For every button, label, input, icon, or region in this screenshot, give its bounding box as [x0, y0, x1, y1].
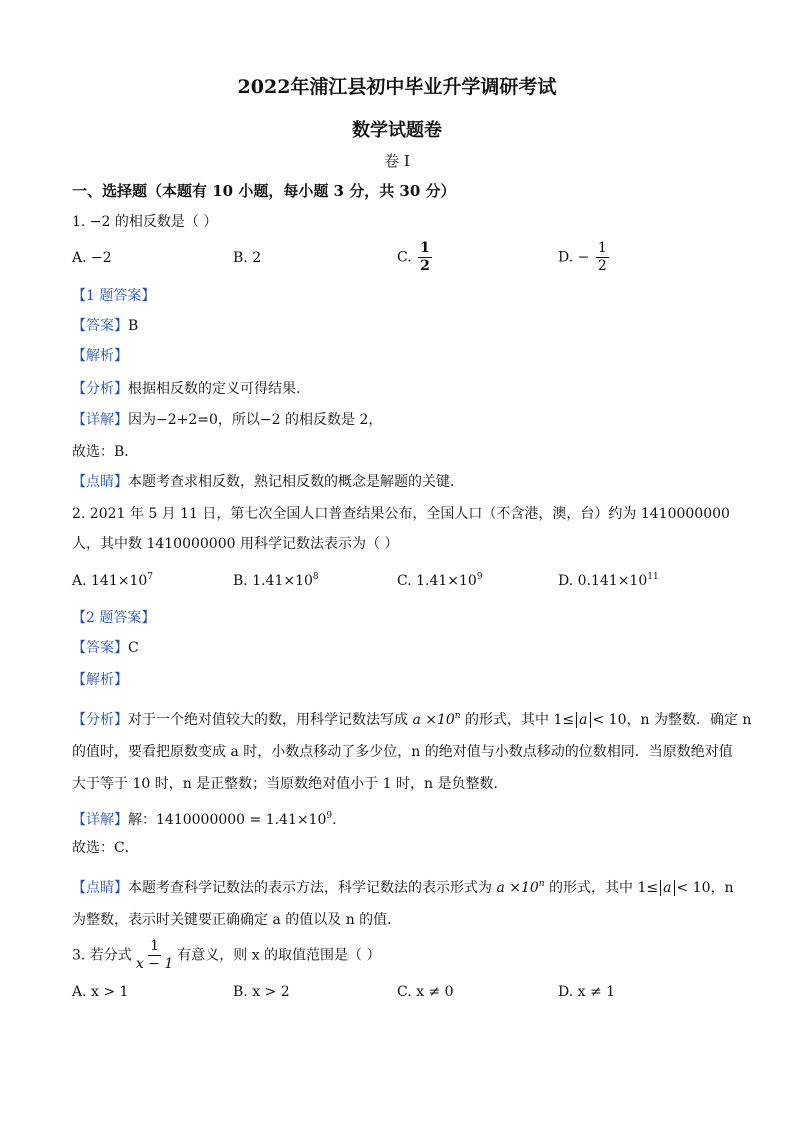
q2-option-a	[72, 572, 153, 589]
detail-exponent: 9	[326, 811, 333, 821]
q1-option-d-label: D. −	[558, 249, 590, 266]
q3-option-c: C. x ≠ 0	[397, 984, 454, 1000]
detail-label: 【详解】	[72, 812, 128, 828]
q1-stem: 1. −2 的相反数是（ ）	[72, 214, 218, 230]
point-label: 【点睛】	[72, 880, 128, 896]
formula-exponent: n	[454, 711, 461, 721]
q2-fenxi-line3: 大于等于 10 时，n 是正整数；当原数绝对值小于 1 时，n 是负整数．	[72, 776, 508, 792]
q3-stem	[72, 938, 381, 973]
absolute-value: a	[576, 712, 590, 728]
volume-label: 卷 I	[384, 152, 410, 170]
q2-choose: 故选：C．	[72, 840, 139, 856]
q1-option-c	[397, 240, 434, 275]
point-label: 【点睛】	[72, 474, 128, 490]
option-exponent: 7	[147, 572, 154, 582]
formula: a ×10	[496, 880, 539, 896]
answer-label: 【答案】	[72, 640, 128, 656]
detail-text: 解：1410000000 = 1.41×10	[128, 812, 327, 828]
fenxi-text: 根据相反数的定义可得结果.	[128, 381, 301, 397]
answer-value: C	[128, 640, 139, 656]
fenxi-text: 的形式，其中 1≤	[460, 712, 575, 728]
section-heading: 一、选择题（本题有 10 小题，每小题 3 分，共 30 分）	[72, 182, 456, 200]
q3-stem-text: 有意义，则 x 的取值范围是（ ）	[177, 947, 381, 964]
formula-exponent: n	[538, 879, 545, 889]
q1-detail	[72, 410, 382, 430]
fraction-numerator: 1	[420, 240, 430, 256]
option-base: B. 1.41×10	[233, 573, 313, 589]
detail-text-end: ．	[332, 812, 347, 828]
option-exponent: 11	[647, 572, 659, 582]
q1-option-c-label: C.	[397, 249, 412, 266]
point-text: 本题考查科学记数法的表示方法，科学记数法的表示形式为	[128, 880, 497, 896]
q2-stem-line2: 人，其中数 1410000000 用科学记数法表示为（ ）	[72, 536, 399, 552]
q2-option-b	[233, 572, 319, 589]
point-text: 本题考查求相反数，熟记相反数的概念是解题的关键．	[128, 474, 464, 490]
answer-value: B	[128, 318, 139, 334]
q2-stem-line1: 2. 2021 年 5 月 11 日，第七次全国人口普查结果公布，全国人口（不含港，澳，台）约为 1410000000	[72, 506, 730, 522]
answer-label: 【答案】	[72, 318, 128, 334]
fraction-denominator: 2	[597, 258, 607, 274]
q3-option-b: B. x > 2	[233, 984, 290, 1000]
q1-analysis-tag: 【解析】	[72, 348, 128, 364]
option-base: D. 0.141×10	[558, 573, 648, 589]
exam-title: 2022年浦江县初中毕业升学调研考试	[237, 76, 557, 98]
q1-answer-tag: 【1 题答案】	[72, 288, 156, 304]
q1-answer	[72, 316, 138, 336]
fenxi-label: 【分析】	[72, 712, 128, 728]
option-exponent: 8	[312, 572, 319, 582]
formula: a ×10	[412, 712, 455, 728]
q3-option-d: D. x ≠ 1	[558, 984, 616, 1000]
exam-subtitle: 数学试题卷	[352, 120, 442, 141]
q3-stem-text: 3. 若分式	[72, 947, 132, 964]
q3-option-a: A. x > 1	[72, 984, 129, 1000]
q2-fenxi	[72, 706, 751, 730]
fenxi-text: 对于一个绝对值较大的数，用科学记数法写成	[128, 712, 413, 728]
q1-fenxi	[72, 379, 300, 399]
q1-option-a: A. −2	[72, 250, 112, 266]
q2-option-d	[558, 572, 659, 589]
q2-point-line2: 为整数，表示时关键要正确确定 a 的值以及 n 的值．	[72, 912, 402, 928]
fraction-numerator: 1	[597, 240, 607, 256]
q2-answer-tag: 【2 题答案】	[72, 610, 156, 626]
option-base: C. 1.41×10	[397, 573, 477, 589]
q1-option-b: B. 2	[233, 250, 262, 266]
detail-text: 因为−2+2=0，所以−2 的相反数是 2，	[128, 412, 383, 428]
fraction-denominator: 2	[420, 258, 430, 274]
point-text: < 10，n	[676, 880, 734, 896]
option-base: A. 141×10	[72, 573, 148, 589]
point-text: 的形式，其中 1≤	[544, 880, 659, 896]
q2-detail	[72, 806, 346, 830]
q2-fenxi-line2: 的值时，要看把原数变成 a 时，小数点移动了多少位，n 的绝对值与小数点移动的位数相同．当原数绝对值	[72, 744, 733, 760]
q1-choose: 故选：B．	[72, 444, 139, 460]
option-exponent: 9	[476, 572, 483, 582]
detail-label: 【详解】	[72, 412, 128, 428]
q2-answer	[72, 638, 139, 658]
absolute-value: a	[660, 880, 674, 896]
q1-point	[72, 472, 464, 492]
fenxi-label: 【分析】	[72, 381, 128, 397]
q2-analysis-tag: 【解析】	[72, 672, 128, 688]
fraction-numerator: 1	[150, 938, 159, 954]
q1-option-c-fraction	[418, 240, 432, 275]
q1-option-d-fraction	[596, 240, 609, 275]
q2-point	[72, 874, 734, 898]
fenxi-text: < 10，n 为整数．确定 n	[592, 712, 752, 728]
fraction-denominator: x − 1	[135, 956, 174, 972]
q3-fraction	[134, 938, 175, 973]
q2-option-c	[397, 572, 483, 589]
q1-option-d	[558, 240, 611, 275]
